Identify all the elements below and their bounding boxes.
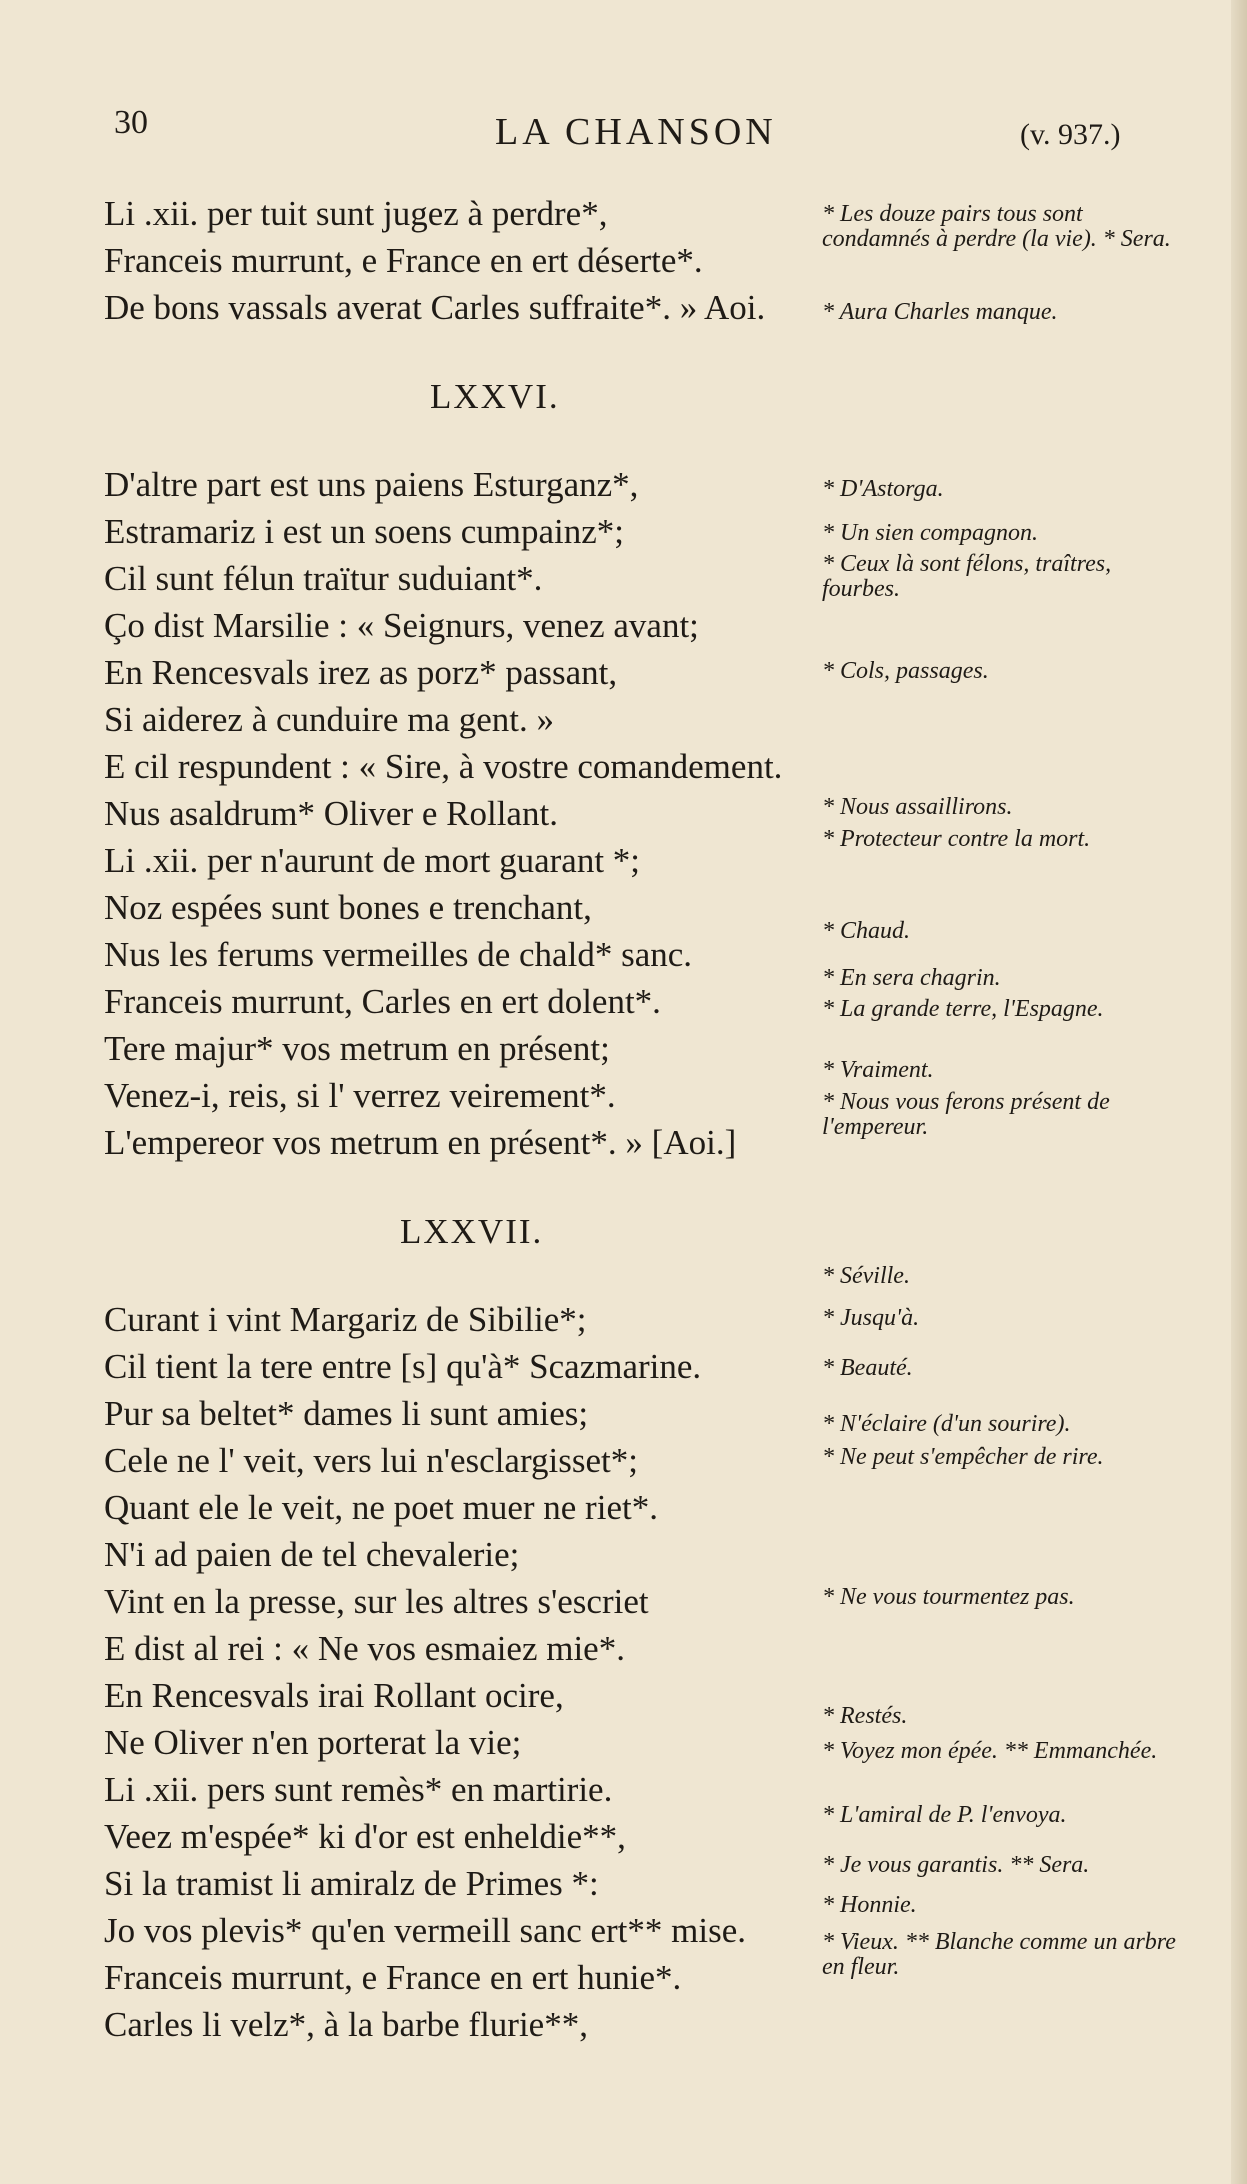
laisse-heading: LXXVI. (430, 377, 560, 416)
verse-line: Tere majur* vos metrum en présent; (104, 1029, 610, 1068)
verse-line: Estramariz i est un soens cumpainz*; (104, 512, 624, 551)
verse-line: Franceis murrunt, e France en ert déserte*. (104, 241, 703, 280)
verse-line: Franceis murrunt, Carles en ert dolent*. (104, 982, 661, 1021)
gloss-note: * La grande terre, l'Espagne. (822, 996, 1104, 1022)
verse-line: Quant ele le veit, ne poet muer ne riet*. (104, 1488, 658, 1527)
verse-line: Si la tramist li amiralz de Primes *: (104, 1864, 599, 1903)
verse-line: Curant i vint Margariz de Sibilie*; (104, 1300, 587, 1339)
gloss-note: * Jusqu'à. (822, 1305, 920, 1331)
verse-line: Nus asaldrum* Oliver e Rollant. (104, 794, 558, 833)
gloss-note: * Vraiment. (822, 1057, 934, 1083)
verse-reference: (v. 937.) (1020, 118, 1121, 151)
gloss-note: * Ne vous tourmentez pas. (822, 1584, 1075, 1610)
gloss-note: * Beauté. (822, 1355, 913, 1381)
verse-line: Li .xii. pers sunt remès* en martirie. (104, 1770, 613, 1809)
verse-line: En Rencesvals irai Rollant ocire, (104, 1676, 564, 1715)
verse-line: Cil tient la tere entre [s] qu'à* Scazmarine. (104, 1347, 702, 1386)
verse-line: Si aiderez à cunduire ma gent. » (104, 700, 554, 739)
verse-line: Venez-i, reis, si l' verrez veirement*. (104, 1076, 616, 1115)
verse-line: Ne Oliver n'en porterat la vie; (104, 1723, 522, 1762)
gloss-note: * Un sien compagnon. (822, 520, 1038, 546)
verse-line: Cele ne l' veit, vers lui n'esclargisset*; (104, 1441, 638, 1480)
verse-line: Nus les ferums vermeilles de chald* sanc. (104, 935, 693, 974)
gloss-note: * En sera chagrin. (822, 965, 1001, 991)
gloss-note: * Voyez mon épée. ** Emmanchée. (822, 1738, 1158, 1764)
gloss-note: * Nous assaillirons. (822, 794, 1013, 820)
verse-line: Vint en la presse, sur les altres s'escriet (104, 1582, 649, 1621)
gloss-note: * Je vous garantis. ** Sera. (822, 1852, 1090, 1878)
verse-line: Pur sa beltet* dames li sunt amies; (104, 1394, 589, 1433)
gloss-note: * D'Astorga. (822, 476, 944, 502)
verse-line: E dist al rei : « Ne vos esmaiez mie*. (104, 1629, 625, 1668)
verse-line: Li .xii. per n'aurunt de mort guarant *; (104, 841, 641, 880)
gloss-note: * Les douze pairs tous sont condamnés à perdre (la vie). * Sera. (822, 201, 1171, 253)
gloss-note: * Chaud. (822, 918, 911, 944)
verse-line: De bons vassals averat Carles suffraite*. » Aoi. (104, 288, 766, 327)
verse-line: Cil sunt félun traïtur suduiant*. (104, 559, 543, 598)
page-header (110, 104, 1180, 164)
running-title: LA CHANSON (495, 111, 777, 153)
verse-line: Jo vos plevis* qu'en vermeill sanc ert** mise. (104, 1911, 747, 1950)
page-edge (1231, 0, 1247, 2184)
verse-line: Carles li velz*, à la barbe flurie**, (104, 2005, 588, 2044)
verse-line: Noz espées sunt bones e trenchant, (104, 888, 592, 927)
verse-line: D'altre part est uns paiens Esturganz*, (104, 465, 639, 504)
laisse-heading: LXXVII. (400, 1212, 544, 1251)
gloss-note: * Aura Charles manque. (822, 299, 1058, 325)
gloss-note: * Vieux. ** Blanche comme un arbre en fleur. (822, 1929, 1176, 1981)
gloss-note: * Séville. (822, 1263, 910, 1289)
verse-line: Li .xii. per tuit sunt jugez à perdre*, (104, 194, 608, 233)
verse-line: L'empereor vos metrum en présent*. » [Aoi.] (104, 1123, 737, 1162)
verse-line: Franceis murrunt, e France en ert hunie*. (104, 1958, 682, 1997)
verse-line: Veez m'espée* ki d'or est enheldie**, (104, 1817, 626, 1856)
verse-line: Ço dist Marsilie : « Seignurs, venez avant; (104, 606, 699, 645)
gloss-note: * Protecteur contre la mort. (822, 826, 1091, 852)
gloss-note: * Honnie. (822, 1892, 917, 1918)
verse-line: N'i ad paien de tel chevalerie; (104, 1535, 520, 1574)
verse-line: En Rencesvals irez as porz* passant, (104, 653, 618, 692)
verse-line: E cil respundent : « Sire, à vostre comandement. (104, 747, 783, 786)
gloss-note: * Ceux là sont félons, traîtres, fourbes. (822, 551, 1112, 603)
page-number: 30 (114, 104, 148, 141)
gloss-note: * Nous vous ferons présent de l'empereur. (822, 1089, 1110, 1141)
gloss-note: * L'amiral de P. l'envoya. (822, 1802, 1067, 1828)
gloss-note: * Restés. (822, 1703, 908, 1729)
gloss-note: * Ne peut s'empêcher de rire. (822, 1444, 1104, 1470)
gloss-note: * N'éclaire (d'un sourire). (822, 1411, 1071, 1437)
gloss-note: * Cols, passages. (822, 658, 989, 684)
